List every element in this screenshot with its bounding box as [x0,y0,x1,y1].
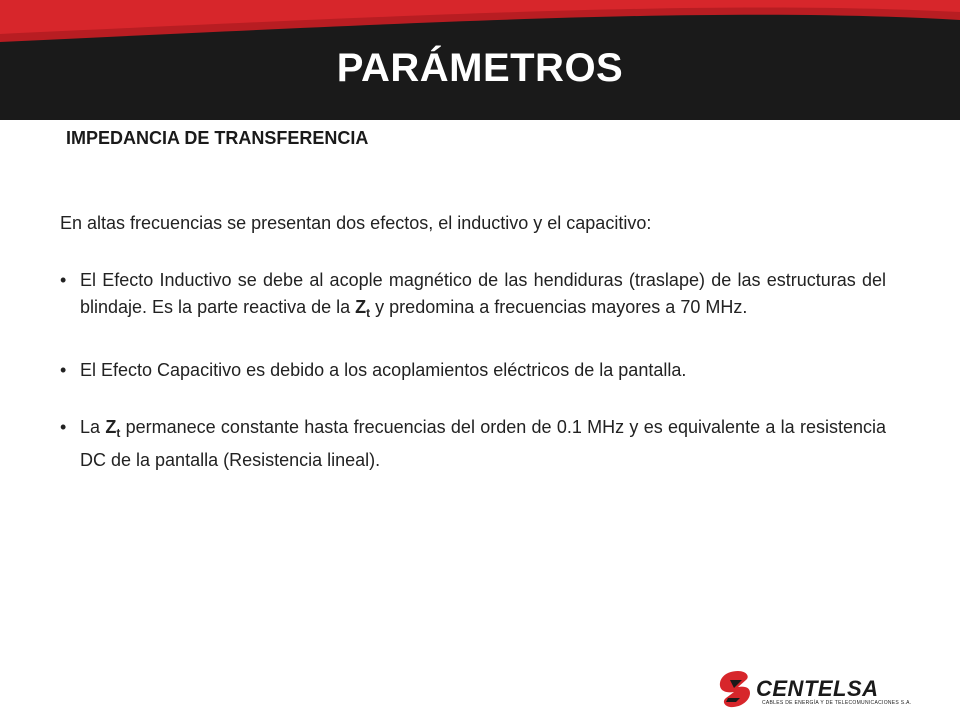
centelsa-s-mark-icon [720,671,750,707]
zt-symbol [105,417,121,440]
bullet-zt-text-b: permanece constante hasta frecuencias del orden de 0.1 MHz y es equivalente a la resistencia DC de la pantalla (Resistencia lineal). [80,417,886,470]
bullet-zt-text-a: La [80,417,106,437]
centelsa-wordmark: CENTELSA [756,676,879,701]
bullet-capacitive [60,357,886,384]
section-subtitle: IMPEDANCIA DE TRANSFERENCIA [66,128,369,148]
bullet-inductive [60,267,886,327]
bullet-inductive-text-a: El Efecto Inductivo se debe al acople magnético de las hendiduras (traslape) de las estructuras del blindaje. Es la parte reactiva de la [80,270,886,317]
bullet-icon: • [60,360,67,380]
intro-paragraph: En altas frecuencias se presentan dos efectos, el inductivo y el capacitivo: [60,213,652,233]
logo-tagline: CABLES DE ENERGÍA Y DE TELECOMUNICACIONES S.A. [762,700,912,706]
bullet-list [60,267,886,474]
zt-letter: Z [355,297,367,317]
bullet-inductive-text-b: y predomina a frecuencias mayores a 70 MHz. [370,297,748,317]
zt-subscript: t [366,306,371,320]
zt-subscript: t [116,426,121,440]
zt-symbol [355,297,371,320]
zt-letter: Z [105,417,117,437]
bullet-icon: • [60,270,67,290]
bullet-capacitive-text: El Efecto Capacitivo es debido a los acoplamientos eléctricos de la pantalla. [80,360,687,380]
bullet-icon: • [60,417,67,437]
bullet-zt-constant [60,414,886,474]
page-title: PARÁMETROS [336,46,624,90]
header-bar [0,0,960,120]
slide-content [60,210,886,504]
